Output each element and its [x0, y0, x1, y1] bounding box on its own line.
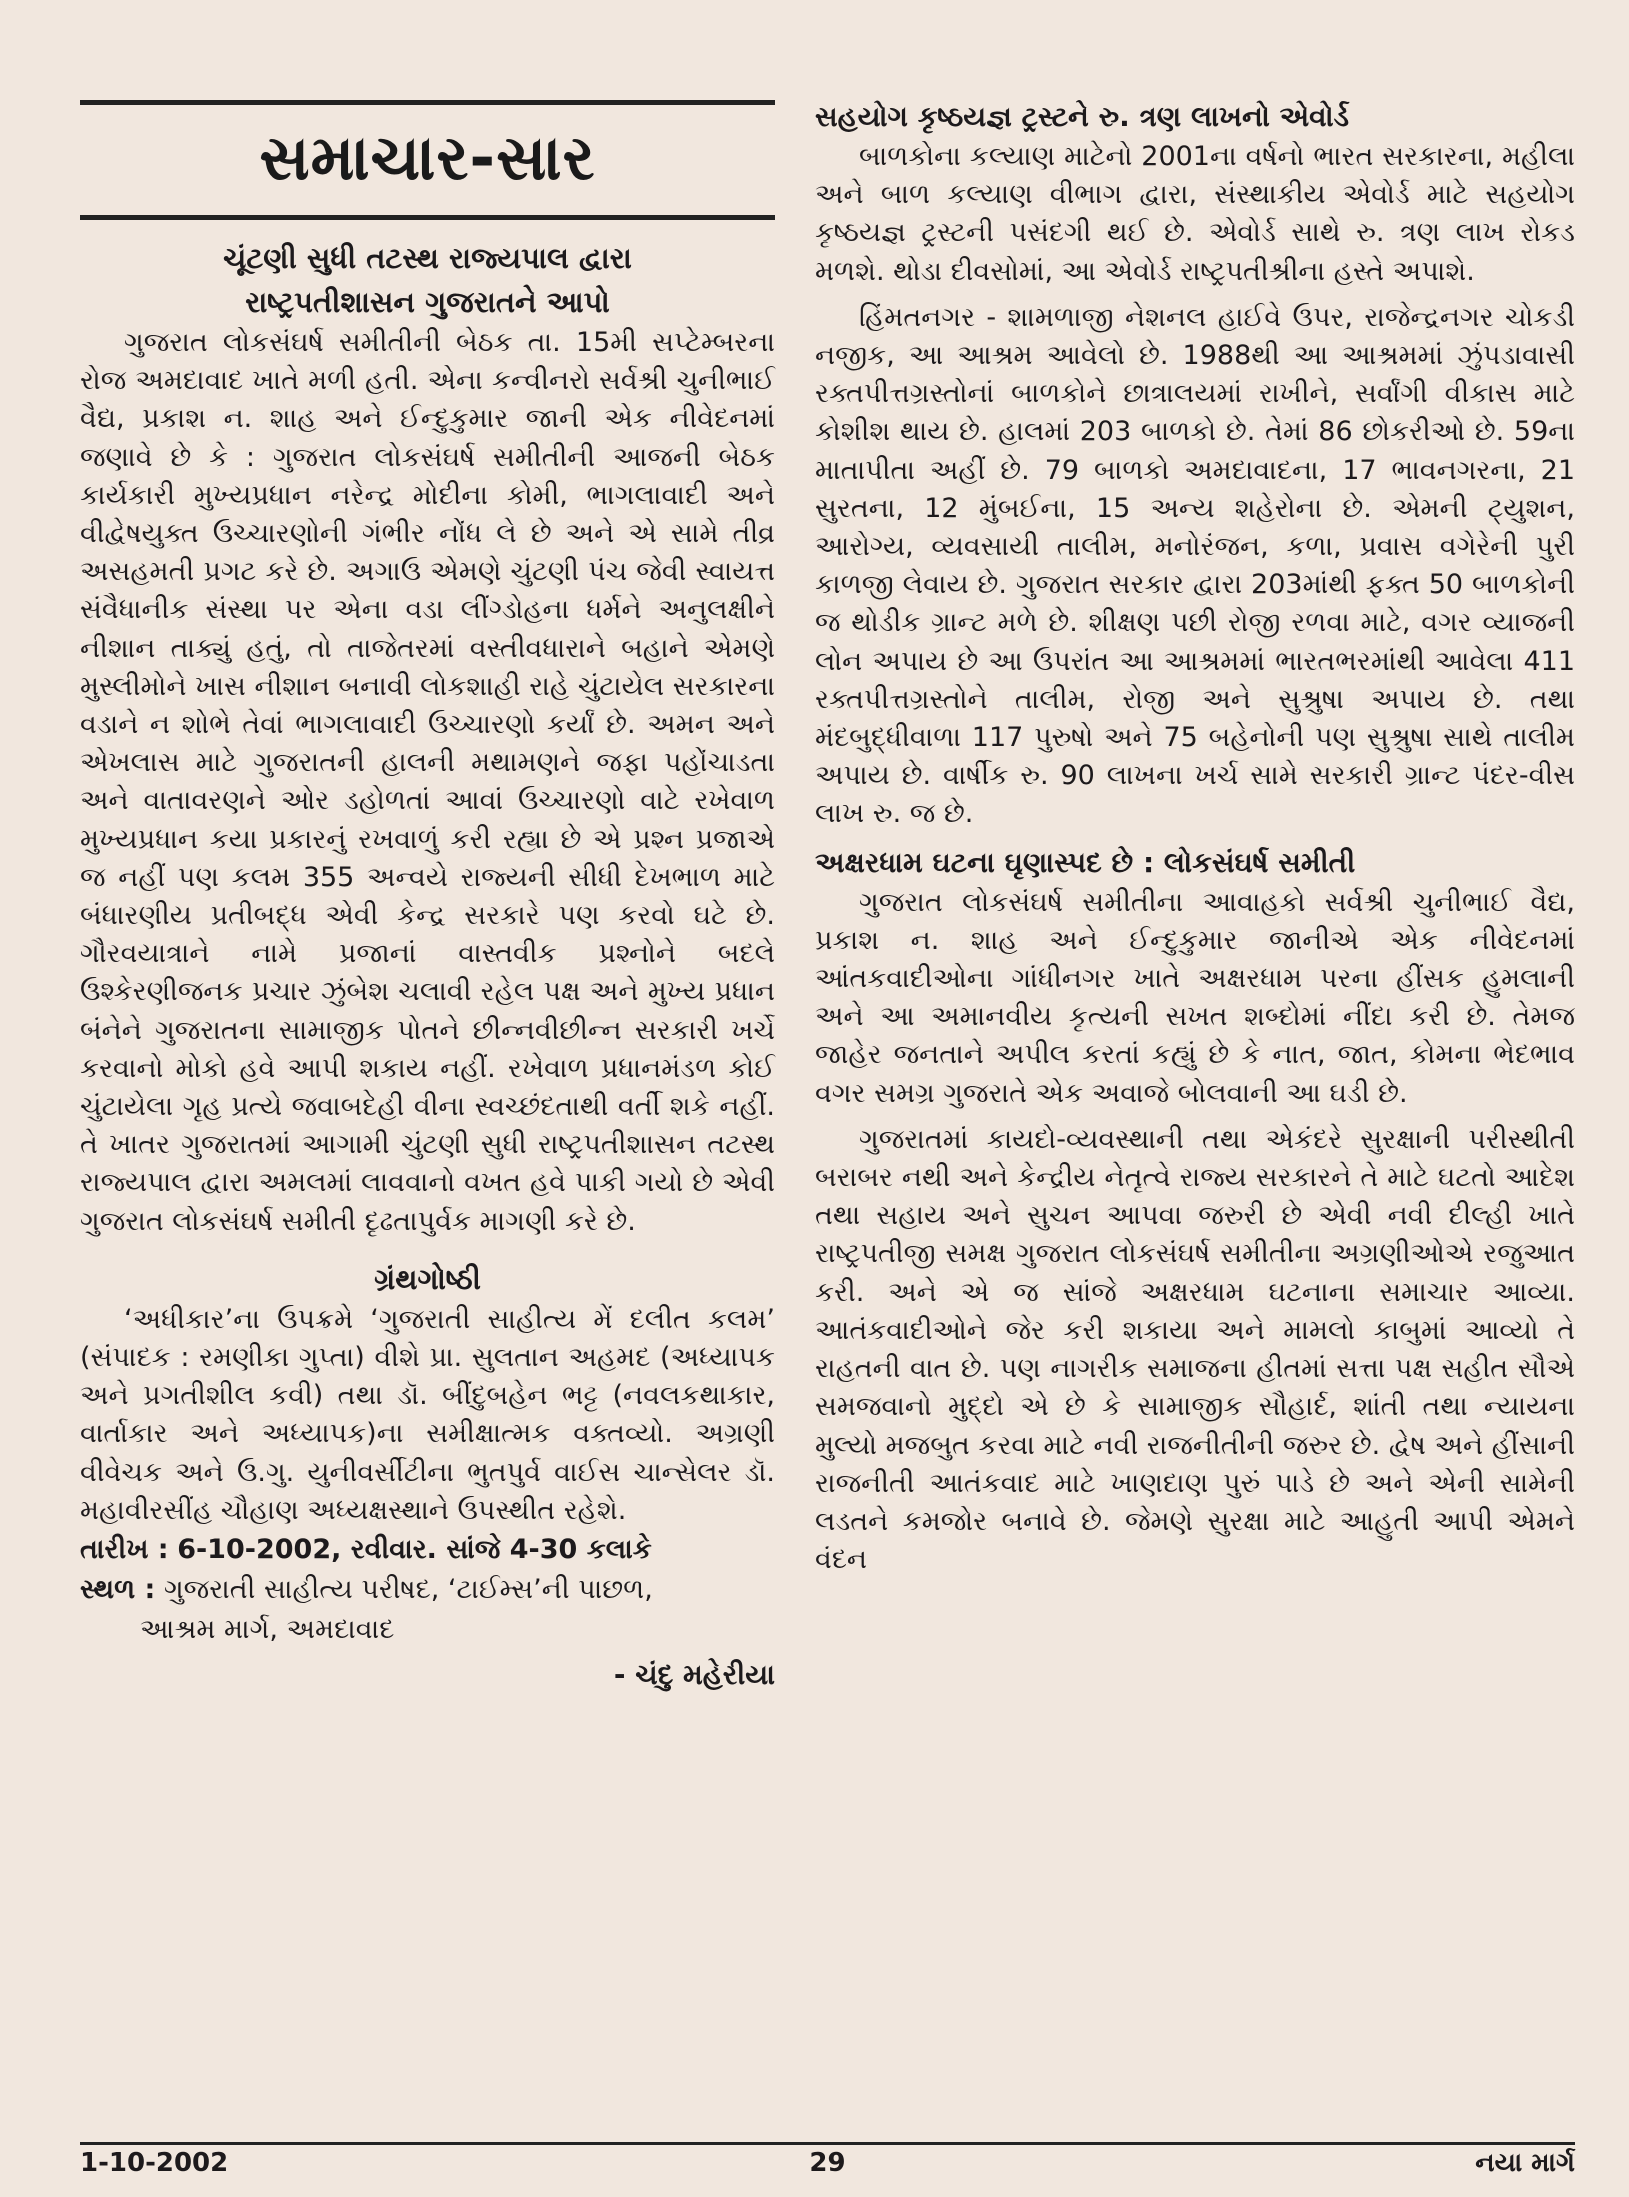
akshardham-paragraph-1: ગુજરાત લોકસંઘર્ષ સમીતીના આવાહકો સર્વશ્રી ચુનીભાઈ વૈદ્ય, પ્રકાશ ન. શાહ અને ઈન્દુકુમાર જાનીએ એક નીવેદનમાં આંતકવાદીઓના ગાંધીનગર ખાતે અક્ષરધામ પરના હીંસક હુમલાની અને આ અમાનવીય કૃત્યની સખત શબ્દોમાં નીંદા કરી છે. તેમજ જાહેર જનતાને અપીલ કરતાં કહ્યું છે કે નાત, જાત, કોમના ભેદભાવ વગર સમગ્ર ગુજરાતે એક અવાજે બોલવાની આ ઘડી છે.	[815, 886, 1575, 1109]
page-footer	[80, 2148, 1575, 2188]
right-column	[815, 96, 1575, 1579]
event-date-value: 6-10-2002, રવીવાર. સાંજે 4-30 કલાકે	[177, 1534, 652, 1566]
top-rule	[80, 100, 775, 105]
award-headline: સહયોગ કૃષ્ઠયજ્ઞ ટ્રસ્ટને રુ. ત્રણ લાખનો એવોર્ડ	[815, 100, 1349, 133]
left-column	[80, 100, 775, 1694]
section-title-granthgoshthi: ગ્રંથગોષ્ઠી	[374, 1261, 481, 1296]
event-venue-line2: આશ્રમ માર્ગ, અમદાવાદ	[140, 1614, 395, 1646]
event-date	[80, 1530, 775, 1570]
article-headline-line1: ચૂંટણી સુધી તટસ્થ રાજ્યપાલ દ્વારા	[223, 241, 632, 275]
award-paragraph: બાળકોના કલ્યાણ માટેનો 2001ના વર્ષનો ભારત સરકારના, મહીલા અને બાળ કલ્યાણ વીભાગ દ્વારા, સંસ્થાકીય એવોર્ડ માટે સહયોગ કૃષ્ઠયજ્ઞ ટ્રસ્ટની પસંદગી થઈ છે. એવોર્ડ સાથે રુ. ત્રણ લાખ રોકડ મળશે. થોડા દીવસોમાં, આ એવોર્ડ રાષ્ટ્રપતીશ્રીના હસ્તે અપાશે.	[815, 141, 1575, 287]
event-venue-label: સ્થળ :	[80, 1574, 156, 1606]
footer-rule	[80, 2142, 1575, 2145]
event-venue	[80, 1570, 775, 1610]
page-number: 29	[809, 2148, 846, 2178]
publication-name: નયા માર્ગ	[1475, 2148, 1575, 2178]
event-venue-line1: ગુજરાતી સાહીત્ય પરીષદ, ‘ટાઈમ્સ’ની પાછળ,	[163, 1574, 653, 1606]
article-body: ગુજરાત લોકસંઘર્ષ સમીતીની બેઠક તા. 15મી સપ્ટેમ્બરના રોજ અમદાવાદ ખાતે મળી હતી. એના કન્વીનરો સર્વશ્રી ચુનીભાઈ વૈદ્ય, પ્રકાશ ન. શાહ અને ઈન્દુકુમાર જાની એક નીવેદનમાં જણાવે છે કે : ગુજરાત લોકસંઘર્ષ સમીતીની આજની બેઠક કાર્યકારી મુખ્યપ્રધાન નરેન્દ્ર મોદીના કોમી, ભાગલાવાદી અને વીદ્વેષયુક્ત ઉચ્ચારણોની ગંભીર નોંધ લે છે અને એ સામે તીવ્ર અસહમતી પ્રગટ કરે છે. અગાઉ એમણે ચુંટણી પંચ જેવી સ્વાયત્ત સંવૈધાનીક સંસ્થા પર એના વડા લીંગ્ડોહના ધર્મને અનુલક્ષીને નીશાન તાક્યું હતું, તો તાજેતરમાં વસ્તીવધારાને બહાને એમણે મુસ્લીમોને ખાસ નીશાન બનાવી લોકશાહી રાહે ચુંટાયેલ સરકારના વડાને ન શોભે તેવાં ભાગલાવાદી ઉચ્ચારણો કર્યાં છે. અમન અને એખલાસ માટે ગુજરાતની હાલની મથામણને જફા પહોંચાડતા અને વાતાવરણને ઓર ડહોળતાં આવાં ઉચ્ચારણો વાટે રખેવાળ મુખ્યપ્રધાન કયા પ્રકારનું રખવાળું કરી રહ્યા છે એ પ્રશ્ન પ્રજાએ જ નહીં પણ કલમ 355 અન્વયે રાજ્યની સીધી દેખભાળ માટે બંધારણીય પ્રતીબદ્ધ એવી કેન્દ્ર સરકારે પણ કરવો ઘટે છે. ગૌરવયાત્રાને નામે પ્રજાનાં વાસ્તવીક પ્રશ્નોને બદલે ઉશ્કેરણીજનક પ્રચાર ઝુંબેશ ચલાવી રહેલ પક્ષ અને મુખ્ય પ્રધાન બંનેને ગુજરાતના સામાજીક પોતને છીન્નવીછીન્ન સરકારી ખર્ચે કરવાનો મોકો હવે આપી શકાય નહીં. રખેવાળ પ્રધાનમંડળ કોઈ ચુંટાયેલા ગૃહ પ્રત્યે જવાબદેહી વીના સ્વચ્છંદતાથી વર્તી શકે નહીં. તે ખાતર ગુજરાતમાં આગામી ચુંટણી સુધી રાષ્ટ્રપતીશાસન તટસ્થ રાજ્યપાલ દ્વારા અમલમાં લાવવાનો વખત હવે પાકી ગયો છે એવી ગુજરાત લોકસંઘર્ષ સમીતી દૃઢતાપુર્વક માગણી કરે છે.	[80, 327, 775, 1237]
author-byline: - ચંદુ મહેરીયા	[613, 1658, 775, 1692]
section-masthead: સમાચાર-સાર	[259, 121, 596, 194]
akshardham-paragraph-2: ગુજરાતમાં કાયદો-વ્યવસ્થાની તથા એકંદરે સુરક્ષાની પરીસ્થીતી બરાબર નથી અને કેન્દ્રીય નેતૃત્વે રાજ્ય સરકારને તે માટે ઘટતો આદેશ તથા સહાય અને સુચન આપવા જરુરી છે એવી નવી દીલ્હી ખાતે રાષ્ટ્રપતીજી સમક્ષ ગુજરાત લોકસંઘર્ષ સમીતીના અગ્રણીઓએ રજુઆત કરી. અને એ જ સાંજે અક્ષરધામ ઘટનાના સમાચાર આવ્યા. આતંકવાદીઓને જેર કરી શકાયા અને મામલો કાબુમાં આવ્યો તે રાહતની વાત છે. પણ નાગરીક સમાજના હીતમાં સત્તા પક્ષ સહીત સૌએ સમજવાનો મુદ્દો એ છે કે સામાજીક સૌહાર્દ, શાંતી તથા ન્યાયના મુલ્યો મજબુત કરવા માટે નવી રાજનીતીની જરુર છે. દ્વેષ અને હીંસાની રાજનીતી આતંકવાદ માટે ખાણદાણ પુરું પાડે છે અને એની સામેની લડતને કમજોર બનાવે છે. જેમણે સુરક્ષા માટે આહુતી આપી એમને વંદન	[815, 1123, 1575, 1576]
event-date-label: તારીખ :	[80, 1534, 169, 1566]
footer-date: 1-10-2002	[80, 2148, 229, 2178]
event-description: ‘અધીકાર’ના ઉપક્રમે ‘ગુજરાતી સાહીત્ય મેં દલીત કલમ’ (સંપાદક : રમણીકા ગુપ્તા) વીશે પ્રા. સુલતાન અહમદ (અધ્યાપક અને પ્રગતીશીલ કવી) તથા ડૉ. બીંદુબહેન ભટ્ટ (નવલકથાકાર, વાર્તાકાર અને અધ્યાપક)ના સમીક્ષાત્મક વક્તવ્યો. અગ્રણી વીવેચક અને ઉ.ગુ. યુનીવર્સીટીના ભુતપુર્વ વાઈસ ચાન્સેલર ડૉ. મહાવીરસીંહ ચૌહાણ અધ્યક્ષસ્થાને ઉપસ્થીત રહેશે.	[80, 1303, 775, 1526]
akshardham-headline: અક્ષરધામ ઘટના ઘૃણાસ્પદ છે : લોકસંઘર્ષ સમીતી	[815, 845, 1356, 879]
ashram-paragraph: હિંમતનગર - શામળાજી નેશનલ હાઈવે ઉપર, રાજેન્દ્રનગર ચોકડી નજીક, આ આશ્રમ આવેલો છે. 1988થી આ આશ્રમમાં ઝુંપડાવાસી રક્તપીત્તગ્રસ્તોનાં બાળકોને છાત્રાલયમાં રાખીને, સર્વાંગી વીકાસ માટે કોશીશ થાય છે. હાલમાં 203 બાળકો છે. તેમાં 86 છોકરીઓ છે. 59ના માતાપીતા અહીં છે. 79 બાળકો અમદાવાદના, 17 ભાવનગરના, 21 સુરતના, 12 મુંબઈના, 15 અન્ય શહેરોના છે. એમની ટ્યુશન, આરોગ્ય, વ્યવસાયી તાલીમ, મનોરંજન, કળા, પ્રવાસ વગેરેની પુરી કાળજી લેવાય છે. ગુજરાત સરકાર દ્વારા 203માંથી ફક્ત 50 બાળકોની જ થોડીક ગ્રાન્ટ મળે છે. શીક્ષણ પછી રોજી રળવા માટે, વગર વ્યાજની લોન અપાય છે આ ઉપરાંત આ આશ્રમમાં ભારતભરમાંથી આવેલા 411 રક્તપીત્તગ્રસ્તોને તાલીમ, રોજી અને સુશ્રુષા અપાય છે. તથા મંદબુદ્ધીવાળા 117 પુરુષો અને 75 બહેનોની પણ સુશ્રુષા સાથે તાલીમ અપાય છે. વાર્ષીક રુ. 90 લાખના ખર્ચ સામે સરકારી ગ્રાન્ટ પંદર-વીસ લાખ રુ. જ છે.	[815, 301, 1575, 830]
article-headline-line2: રાષ્ટ્રપતીશાસન ગુજરાતને આપો	[245, 285, 610, 319]
